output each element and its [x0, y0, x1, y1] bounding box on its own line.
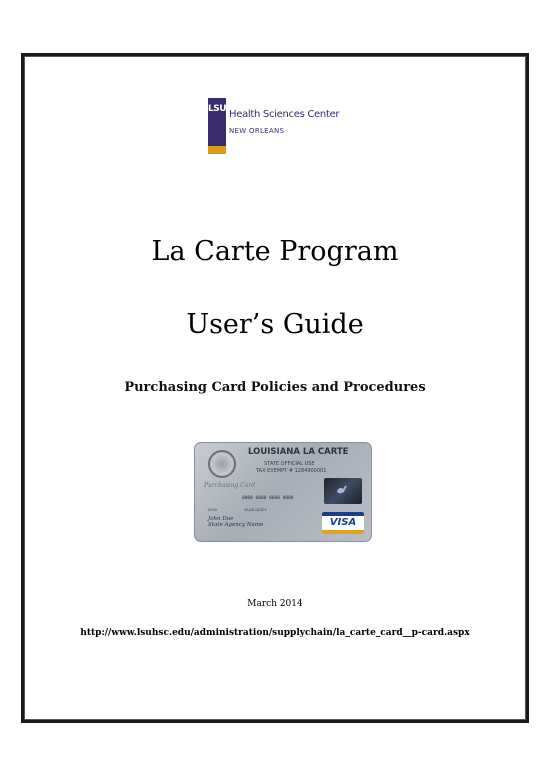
- card-title: LOUISIANA LA CARTE: [248, 447, 349, 457]
- card-tax-exempt: TAX EXEMPT # 1284900001: [256, 468, 327, 474]
- visa-wordmark: VISA: [329, 517, 357, 528]
- card-hologram: [324, 478, 362, 504]
- card-holder: [208, 516, 263, 528]
- document-subtitle: User’s Guide: [186, 309, 364, 340]
- card-number: 0000 0000 0000 0000: [242, 496, 294, 501]
- card-small-left: 0000: [208, 508, 217, 512]
- logo-name: Health Sciences Center: [229, 109, 340, 120]
- state-seal-icon: [208, 450, 236, 478]
- card-valid-dates: VALID DATES: [244, 508, 267, 512]
- card-agency-name: State Agency Name: [208, 522, 264, 528]
- purchasing-card-image: [194, 442, 372, 542]
- card-official-use: STATE OFFICIAL USE: [264, 461, 315, 467]
- document-title: La Carte Program: [151, 236, 399, 267]
- lsuhsc-logo: [208, 98, 340, 156]
- dove-hologram-icon: [336, 484, 348, 496]
- logo-location: NEW ORLEANS: [229, 127, 285, 135]
- visa-gold-stripe: [322, 530, 364, 534]
- visa-logo-icon: [322, 512, 364, 534]
- card-type-label: Purchasing Card: [204, 482, 256, 489]
- policies-heading: Purchasing Card Policies and Procedures: [124, 380, 426, 395]
- card-holder-name: John Doe: [208, 516, 234, 522]
- source-url[interactable]: http://www.lsuhsc.edu/administration/supplychain/la_carte_card__p-card.aspx: [80, 628, 470, 638]
- logo-gold-bar: [208, 146, 226, 154]
- logo-abbr: LSU: [208, 104, 227, 114]
- visa-blue-stripe: [322, 512, 364, 516]
- publication-date: March 2014: [247, 599, 303, 609]
